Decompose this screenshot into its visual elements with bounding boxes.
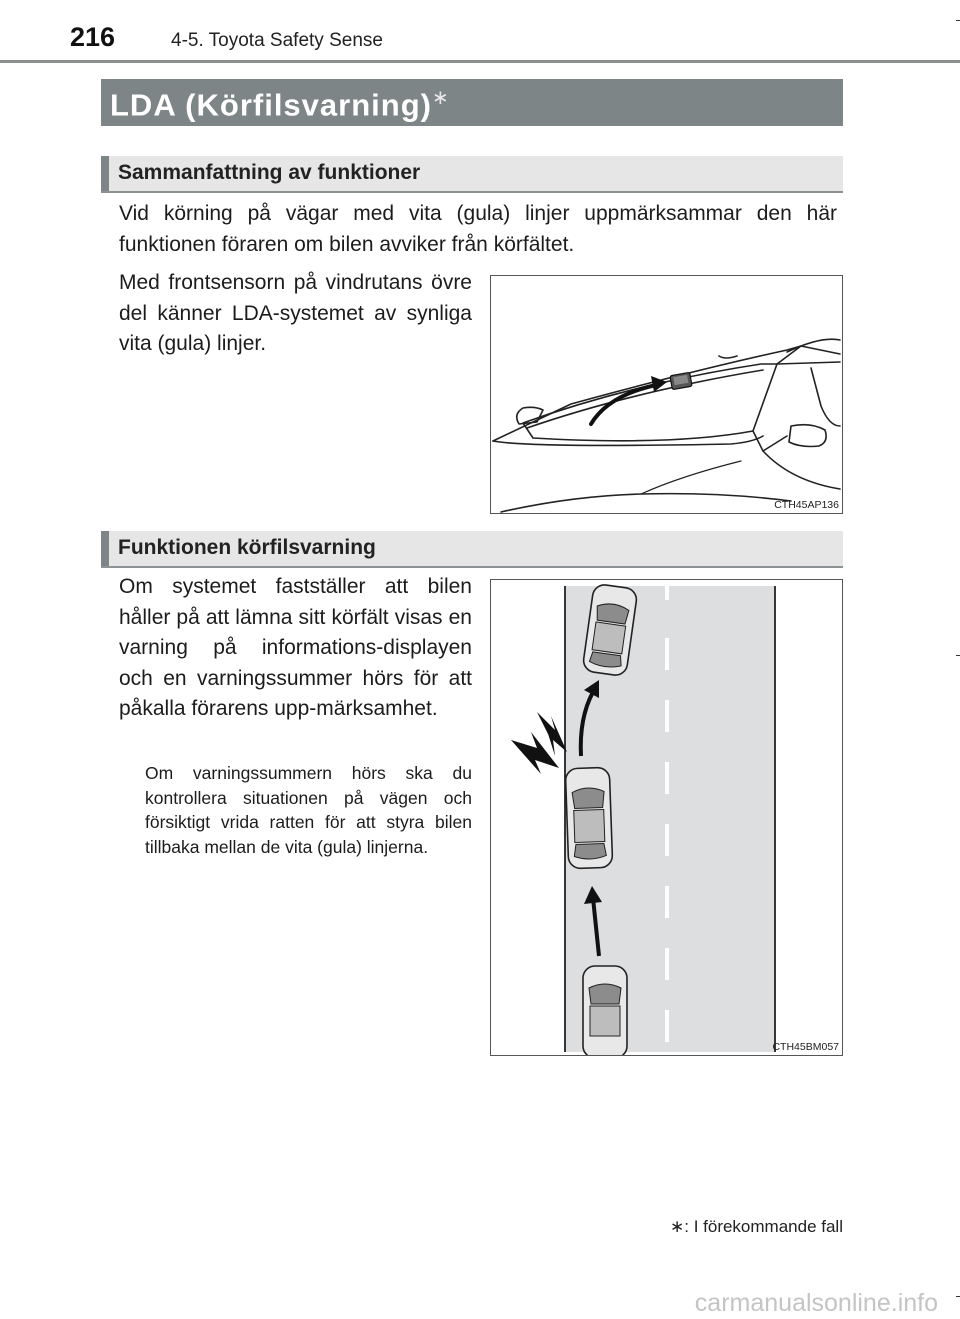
warning-text: Om systemet fastställer att bilen håller på att lämna sitt körfält visas en varning på informations-displayen och en varningssummer hörs för att påkalla förarens upp-märksamhet.	[119, 575, 472, 720]
footnote-text: : I förekommande fall	[684, 1217, 843, 1236]
windshield-figure-code: CTH45AP136	[774, 499, 839, 511]
car-initial	[583, 966, 627, 1055]
front-sensor-icon	[670, 372, 692, 389]
warning-heading-accent	[101, 531, 109, 566]
lane-figure-code: CTH45BM057	[772, 1041, 839, 1053]
lane-departure-figure	[490, 579, 843, 1056]
section-title-label: LDA (Körfilsvarning)	[110, 87, 432, 123]
warning-heading-bar	[101, 531, 843, 568]
car-middle	[565, 767, 612, 868]
warning-heading: Funktionen körfilsvarning	[118, 536, 376, 559]
header-divider	[0, 60, 960, 63]
buzzer-warning-icon	[511, 712, 567, 774]
crop-mark-top	[956, 20, 960, 21]
summary-heading-accent	[101, 156, 109, 191]
summary-heading-bar	[101, 156, 843, 193]
section-title-asterisk: ∗	[431, 87, 450, 109]
lane-departure-illustration	[491, 580, 842, 1055]
chapter-header: 4-5. Toyota Safety Sense	[171, 30, 383, 51]
windshield-illustration	[491, 276, 842, 513]
section-title	[110, 85, 450, 123]
summary-heading: Sammanfattning av funktioner	[118, 161, 421, 184]
sensor-text: Med frontsensorn på vindrutans övre del känner LDA-systemet av synliga vita (gula) linjer.	[119, 271, 472, 355]
footnote	[670, 1217, 843, 1237]
windshield-figure	[490, 275, 843, 514]
watermark: carmanualsonline.info	[694, 1289, 938, 1317]
summary-intro: Vid körning på vägar med vita (gula) linjer uppmärksammar den här funktionen föraren om bilen avviker från körfältet.	[119, 202, 837, 256]
crop-mark-mid	[956, 655, 960, 656]
page-number: 216	[70, 22, 116, 52]
footnote-mark: ∗	[670, 1217, 685, 1236]
crop-mark-bottom	[956, 1296, 960, 1297]
warning-note: Om varningssummern hörs ska du kontrollera situationen på vägen och försiktigt vrida ratten för att styra bilen tillbaka mellan de vita (gula) linjerna.	[145, 763, 472, 857]
